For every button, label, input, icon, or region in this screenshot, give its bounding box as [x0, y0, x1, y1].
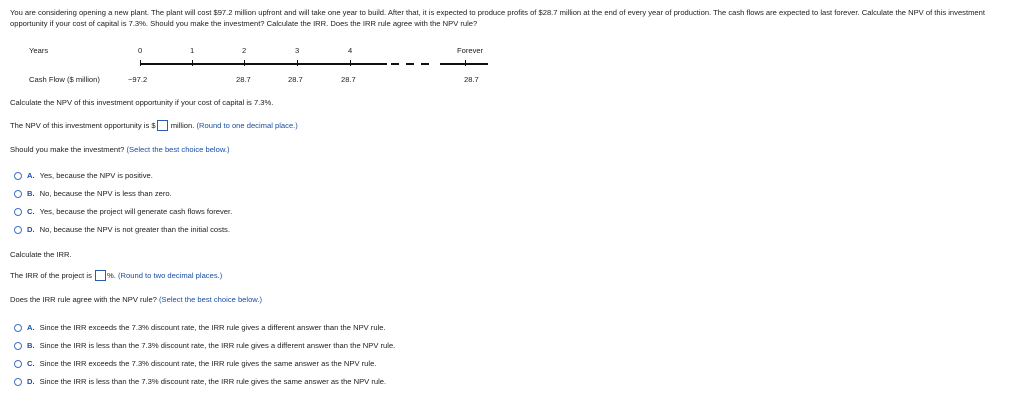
option-text: No, because the NPV is less than zero. [39, 189, 172, 198]
irr-line-prefix: The IRR of the project is [10, 271, 92, 280]
year-1: 1 [190, 46, 195, 55]
cash-flow-3: 28.7 [288, 75, 303, 84]
option-text: Yes, because the project will generate cash flows forever. [39, 207, 233, 216]
option-letter: C. [27, 359, 35, 368]
option-letter: B. [27, 189, 35, 198]
invest-option-a[interactable] [14, 171, 153, 180]
npv-line-prefix: The NPV of this investment opportunity is $ [10, 121, 156, 130]
npv-rounding-hint: (Round to one decimal place.) [196, 121, 298, 130]
invest-option-b[interactable] [14, 189, 172, 198]
timeline-dash [391, 63, 399, 65]
timeline-axis-end [440, 63, 488, 65]
irr-prompt: Calculate the IRR. [10, 250, 72, 259]
agree-option-d[interactable] [14, 377, 386, 386]
radio-button[interactable] [14, 172, 22, 180]
option-letter: A. [27, 171, 35, 180]
agree-question [10, 295, 262, 304]
invest-option-c[interactable] [14, 207, 232, 216]
timeline-tick [465, 60, 466, 66]
year-0: 0 [138, 46, 143, 55]
cash-flow-label: Cash Flow ($ million) [29, 75, 100, 84]
agree-option-b[interactable] [14, 341, 395, 350]
radio-button[interactable] [14, 342, 22, 350]
agree-option-a[interactable] [14, 323, 386, 332]
option-letter: A. [27, 323, 35, 332]
option-text: Yes, because the NPV is positive. [39, 171, 153, 180]
agree-question-text: Does the IRR rule agree with the NPV rule? [10, 295, 157, 304]
option-text: Since the IRR exceeds the 7.3% discount rate, the IRR rule gives the same answer as the NPV rule. [39, 359, 377, 368]
option-text: Since the IRR is less than the 7.3% discount rate, the IRR rule gives a different answer than the NPV rule. [39, 341, 396, 350]
invest-question-text: Should you make the investment? [10, 145, 125, 154]
years-label: Years [29, 46, 49, 55]
option-letter: D. [27, 225, 35, 234]
option-text: Since the IRR is less than the 7.3% discount rate, the IRR rule gives the same answer as the NPV rule. [39, 377, 387, 386]
irr-rounding-hint: (Round to two decimal places.) [118, 271, 223, 280]
year-2: 2 [242, 46, 247, 55]
irr-line-suffix: %. [107, 271, 116, 280]
timeline-tick [297, 60, 298, 66]
radio-button[interactable] [14, 378, 22, 386]
invest-question [10, 145, 230, 154]
option-text: No, because the NPV is not greater than the initial costs. [39, 225, 230, 234]
year-3: 3 [295, 46, 300, 55]
cash-flow-4: 28.7 [341, 75, 356, 84]
timeline-tick [350, 60, 351, 66]
radio-button[interactable] [14, 208, 22, 216]
cash-flow-0: −97.2 [128, 75, 148, 84]
npv-answer-input[interactable] [157, 120, 168, 131]
npv-line-suffix: million. [168, 121, 195, 130]
invest-option-d[interactable] [14, 225, 230, 234]
cash-flow-2: 28.7 [236, 75, 251, 84]
npv-answer-line [10, 120, 298, 131]
year-4: 4 [348, 46, 353, 55]
irr-answer-line [10, 270, 222, 281]
problem-statement: You are considering opening a new plant. The plant will cost $97.2 million upfront and will take one year to build. After that, it is expected to produce profits of $28.7 million at the end of every year of production. The cash flows are expected to last forever. Calculate the NPV of this investment opportunity if your cost of capital is 7.3%. Should you make the investment? Calculate the IRR. Does the IRR rule agree with the NPV rule? [10, 8, 985, 28]
irr-answer-input[interactable] [95, 270, 106, 281]
agree-option-c[interactable] [14, 359, 376, 368]
timeline-tick [244, 60, 245, 66]
timeline-dash [421, 63, 429, 65]
option-text: Since the IRR exceeds the 7.3% discount rate, the IRR rule gives a different answer than the NPV rule. [39, 323, 386, 332]
radio-button[interactable] [14, 360, 22, 368]
npv-prompt: Calculate the NPV of this investment opportunity if your cost of capital is 7.3%. [10, 98, 274, 107]
radio-button[interactable] [14, 226, 22, 234]
radio-button[interactable] [14, 190, 22, 198]
option-letter: C. [27, 207, 35, 216]
agree-hint: (Select the best choice below.) [159, 295, 263, 304]
timeline-tick [140, 60, 141, 66]
timeline-tick [192, 60, 193, 66]
option-letter: B. [27, 341, 35, 350]
option-letter: D. [27, 377, 35, 386]
invest-hint: (Select the best choice below.) [126, 145, 230, 154]
timeline-dash [406, 63, 414, 65]
cash-flow-forever: 28.7 [464, 75, 479, 84]
year-forever: Forever [457, 46, 484, 55]
radio-button[interactable] [14, 324, 22, 332]
